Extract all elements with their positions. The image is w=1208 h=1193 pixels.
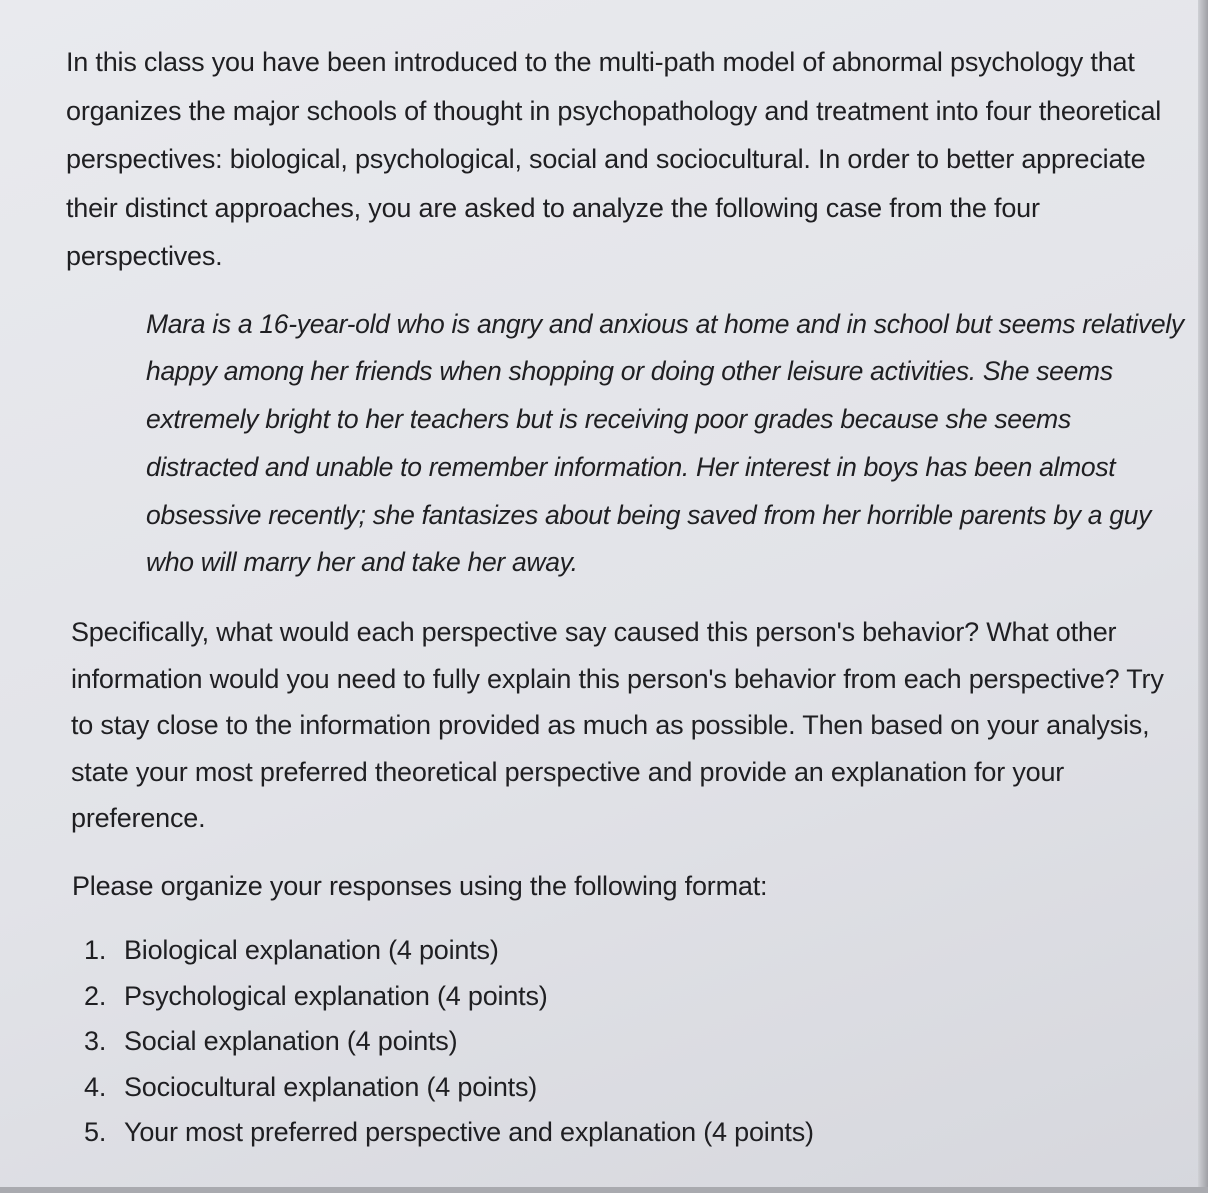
list-item: 5. Your most preferred perspective and explanation (4 points): [84, 1117, 814, 1148]
questions-paragraph: Specifically, what would each perspective say caused this person's behavior? What other information would you need to fully explain this person's behavior from each perspective? Try to stay close to the information provided as much as possible. Then based on your analysis, state your most preferred theoretical perspective and provide an explanation for your preference.: [71, 617, 1164, 834]
list-item: 2. Psychological explanation (4 points): [84, 980, 548, 1011]
format-list: [84, 928, 1186, 1156]
assignment-document: [66, 38, 1186, 1156]
screen-bottom-edge: [0, 1187, 1208, 1193]
list-item: 1. Biological explanation (4 points): [84, 935, 499, 966]
format-instructions: Please organize your responses using the following format:: [72, 870, 768, 901]
intro-paragraph: In this class you have been introduced to the multi-path model of abnormal psychology that organizes the major schools of thought in psychopathology and treatment into four theoretical perspectives: biological, psychological, social and sociocultural. In order to better appreciate their distinct approaches, you are asked to analyze the following case from the four perspectives.: [66, 47, 1162, 271]
list-item: 4. Sociocultural explanation (4 points): [84, 1071, 538, 1102]
case-study-paragraph: Mara is a 16-year-old who is angry and anxious at home and in school but seems relatively happy among her friends when shopping or doing other leisure activities. She seems extremely bright to her teachers but is receiving poor grades because she seems distracted and unable to remember information. Her interest in boys has been almost obsessive recently; she fantasizes about being saved from her horrible parents by a guy who will marry her and take her away.: [146, 308, 1184, 578]
screen-bezel-edge: [1198, 0, 1208, 1193]
list-item: 3. Social explanation (4 points): [84, 1026, 458, 1057]
